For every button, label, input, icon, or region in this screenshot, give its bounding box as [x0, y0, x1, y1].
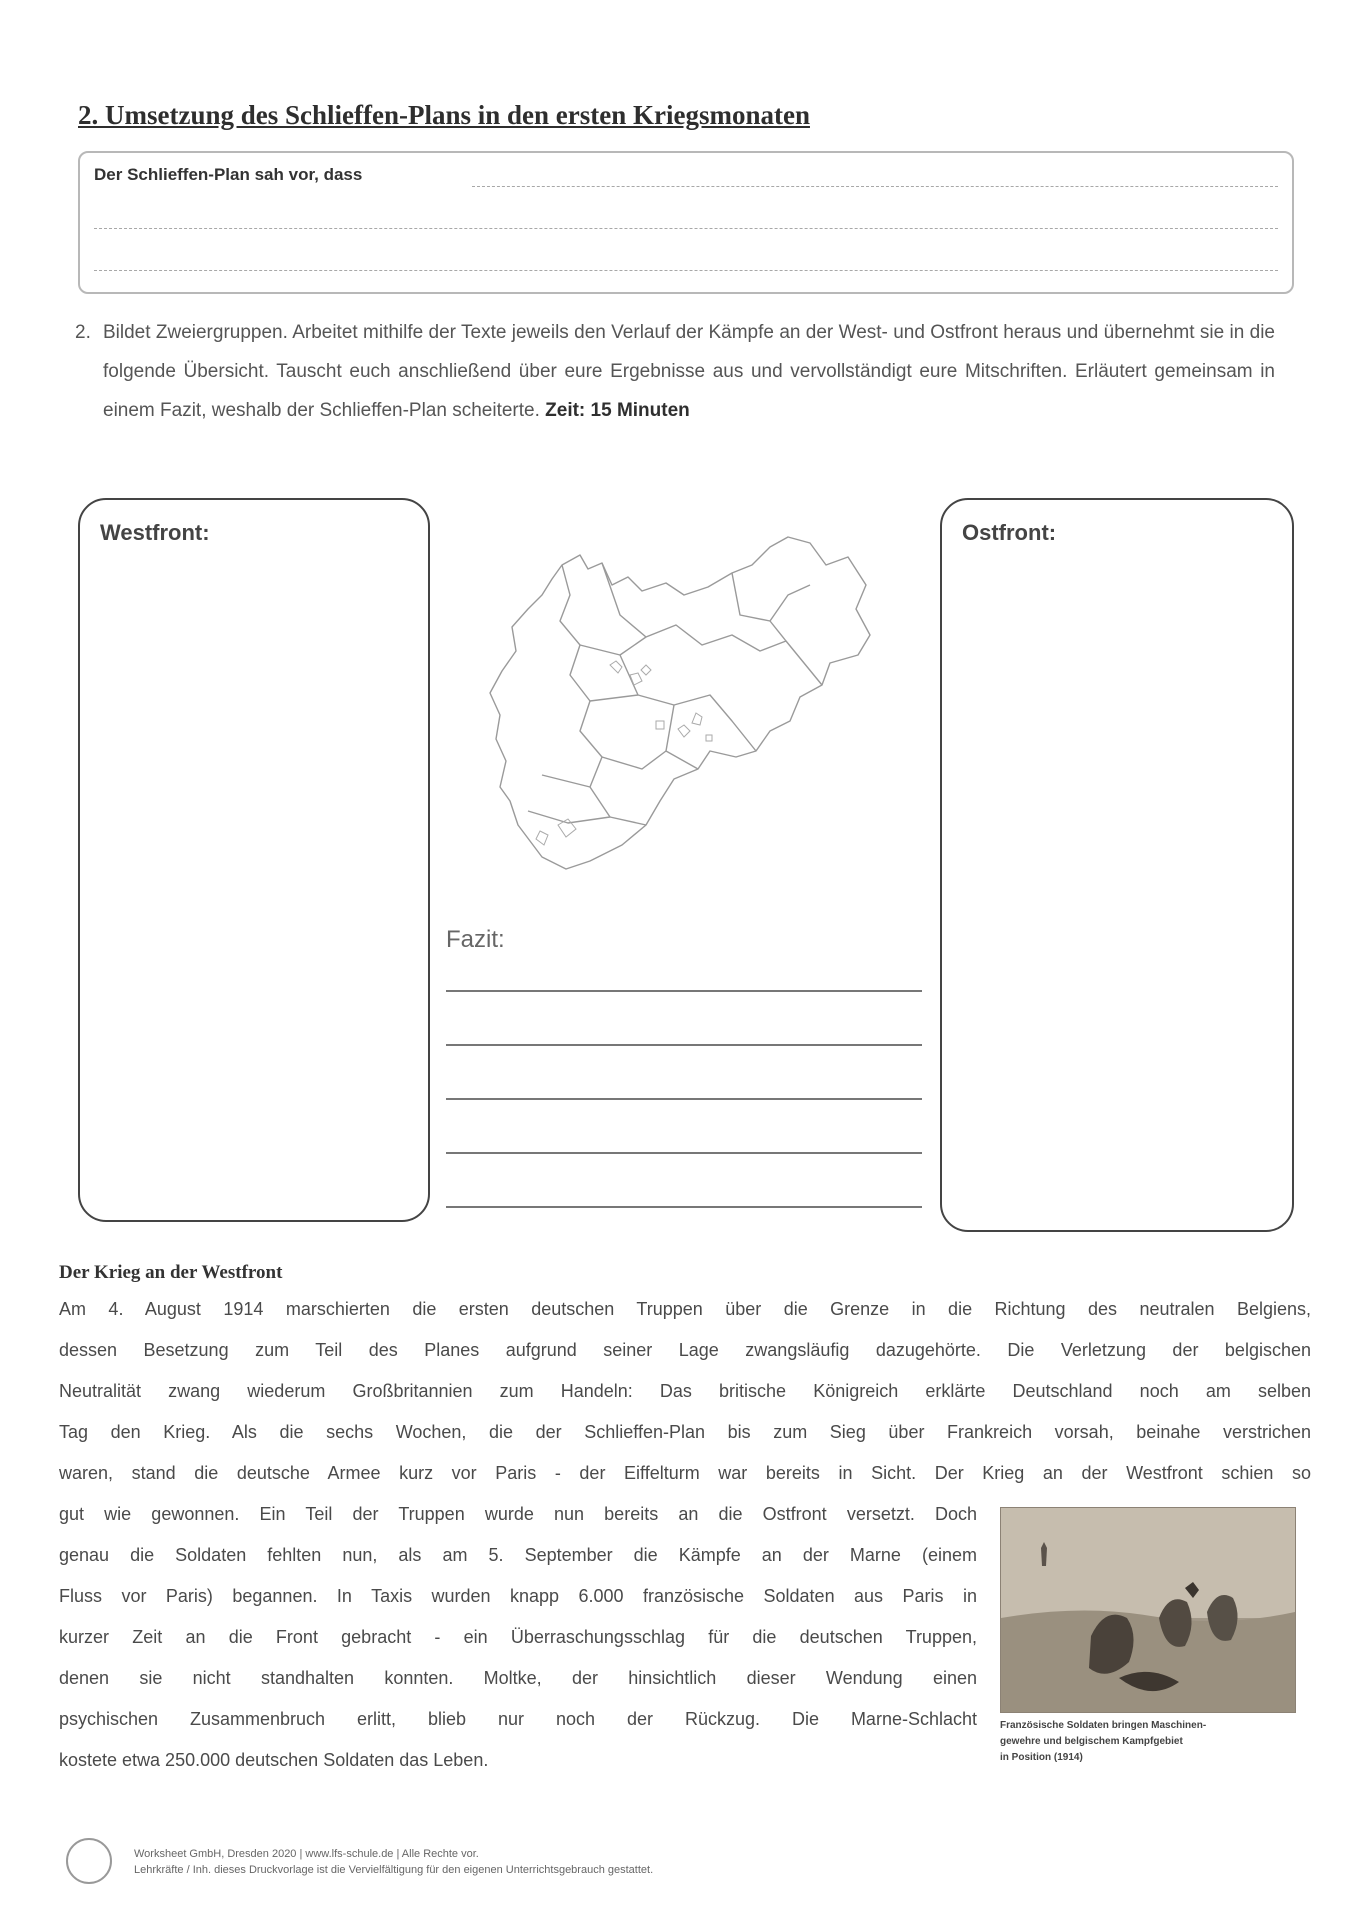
task-instruction	[75, 313, 1275, 430]
paragraph-line: Neutralität zwang wiederum Großbritannien zum Handeln: Das britische Königreich erklärte Deutschland noch am selben	[59, 1381, 1311, 1401]
writing-line	[472, 186, 1278, 187]
task-text: Bildet Zweiergruppen. Arbeitet mithilfe der Texte jeweils den Verlauf der Kämpfe an der West- und Ostfront heraus und übernehmt sie in die folgende Übersicht. Tauscht euch anschließend über eure Ergebnisse aus und vervollständigt eure Mitschriften. Erläutert gemeinsam in einem Fazit, weshalb der Schlieffen-Plan scheiterte.	[103, 322, 1275, 421]
fazit-line-3[interactable]	[446, 1098, 922, 1100]
section-heading: 2. Umsetzung des Schlieffen-Plans in den ersten Kriegsmonaten	[78, 100, 810, 130]
writing-line	[94, 228, 1278, 229]
paragraph-line: Tag den Krieg. Als die sechs Wochen, die der Schlieffen-Plan bis zum Sieg über Frankreich vorsah, beinahe verstrichen	[59, 1422, 1311, 1442]
fazit-label: Fazit:	[446, 926, 505, 953]
photo-caption-line: gewehre und belgischem Kampfgebiet	[1000, 1736, 1183, 1747]
paragraph-line: kostete etwa 250.000 deutschen Soldaten das Leben.	[59, 1750, 489, 1770]
paragraph-line: waren, stand die deutsche Armee kurz vor Paris - der Eiffelturm war bereits in Sicht. Der Krieg an der Westfront schien so	[59, 1463, 1311, 1483]
paragraph-line: Am 4. August 1914 marschierten die ersten deutschen Truppen über die Grenze in die Richtung des neutralen Belgiens,	[59, 1299, 1311, 1319]
fazit-line-1[interactable]	[446, 990, 922, 992]
germany-map-icon	[470, 525, 920, 895]
definition-box	[78, 151, 1294, 294]
paragraph-line: dessen Besetzung zum Teil des Planes aufgrund seiner Lage zwangsläufig dazugehörte. Die Verletzung der belgischen	[59, 1340, 1311, 1360]
paragraph-line: gut wie gewonnen. Ein Teil der Truppen wurde nun bereits an die Ostfront versetzt. Doch	[59, 1504, 977, 1524]
soldiers-photo-icon	[1000, 1507, 1296, 1713]
footer-line-1: Worksheet GmbH, Dresden 2020 | www.lfs-schule.de | Alle Rechte vor.	[134, 1848, 479, 1860]
photo-caption-line: in Position (1914)	[1000, 1752, 1083, 1763]
writing-line	[94, 270, 1278, 271]
westfront-label: Westfront:	[100, 520, 210, 545]
ostfront-box[interactable]	[940, 498, 1294, 1232]
ostfront-label: Ostfront:	[962, 520, 1057, 545]
fazit-line-5[interactable]	[446, 1206, 922, 1208]
photo-caption-line: Französische Soldaten bringen Maschinen-	[1000, 1720, 1207, 1731]
paragraph-line: psychischen Zusammenbruch erlitt, blieb nur noch der Rückzug. Die Marne-Schlacht	[59, 1709, 977, 1729]
fazit-line-2[interactable]	[446, 1044, 922, 1046]
westfront-section-title: Der Krieg an der Westfront	[59, 1262, 283, 1283]
westfront-box[interactable]	[78, 498, 430, 1222]
task-time: Zeit: 15 Minuten	[545, 400, 690, 421]
paragraph-line: kurzer Zeit an die Front gebracht - ein Überraschungsschlag für die deutschen Truppen,	[59, 1627, 977, 1647]
paragraph-line: denen sie nicht standhalten konnten. Moltke, der hinsichtlich dieser Wendung einen	[59, 1668, 977, 1688]
paragraph-line: genau die Soldaten fehlten nun, als am 5. September die Kämpfe an der Marne (einem	[59, 1545, 977, 1565]
publisher-logo-icon	[66, 1838, 112, 1884]
footer-line-2: Lehrkräfte / Inh. dieses Druckvorlage ist die Vervielfältigung für den eigenen Unterrichtsgebrauch gestattet.	[134, 1864, 654, 1876]
paragraph-line: Fluss vor Paris) begannen. In Taxis wurden knapp 6.000 französische Soldaten aus Paris in	[59, 1586, 977, 1606]
task-number: 2.	[75, 322, 91, 343]
definition-lead: Der Schlieffen-Plan sah vor, dass	[94, 165, 363, 184]
fazit-line-4[interactable]	[446, 1152, 922, 1154]
